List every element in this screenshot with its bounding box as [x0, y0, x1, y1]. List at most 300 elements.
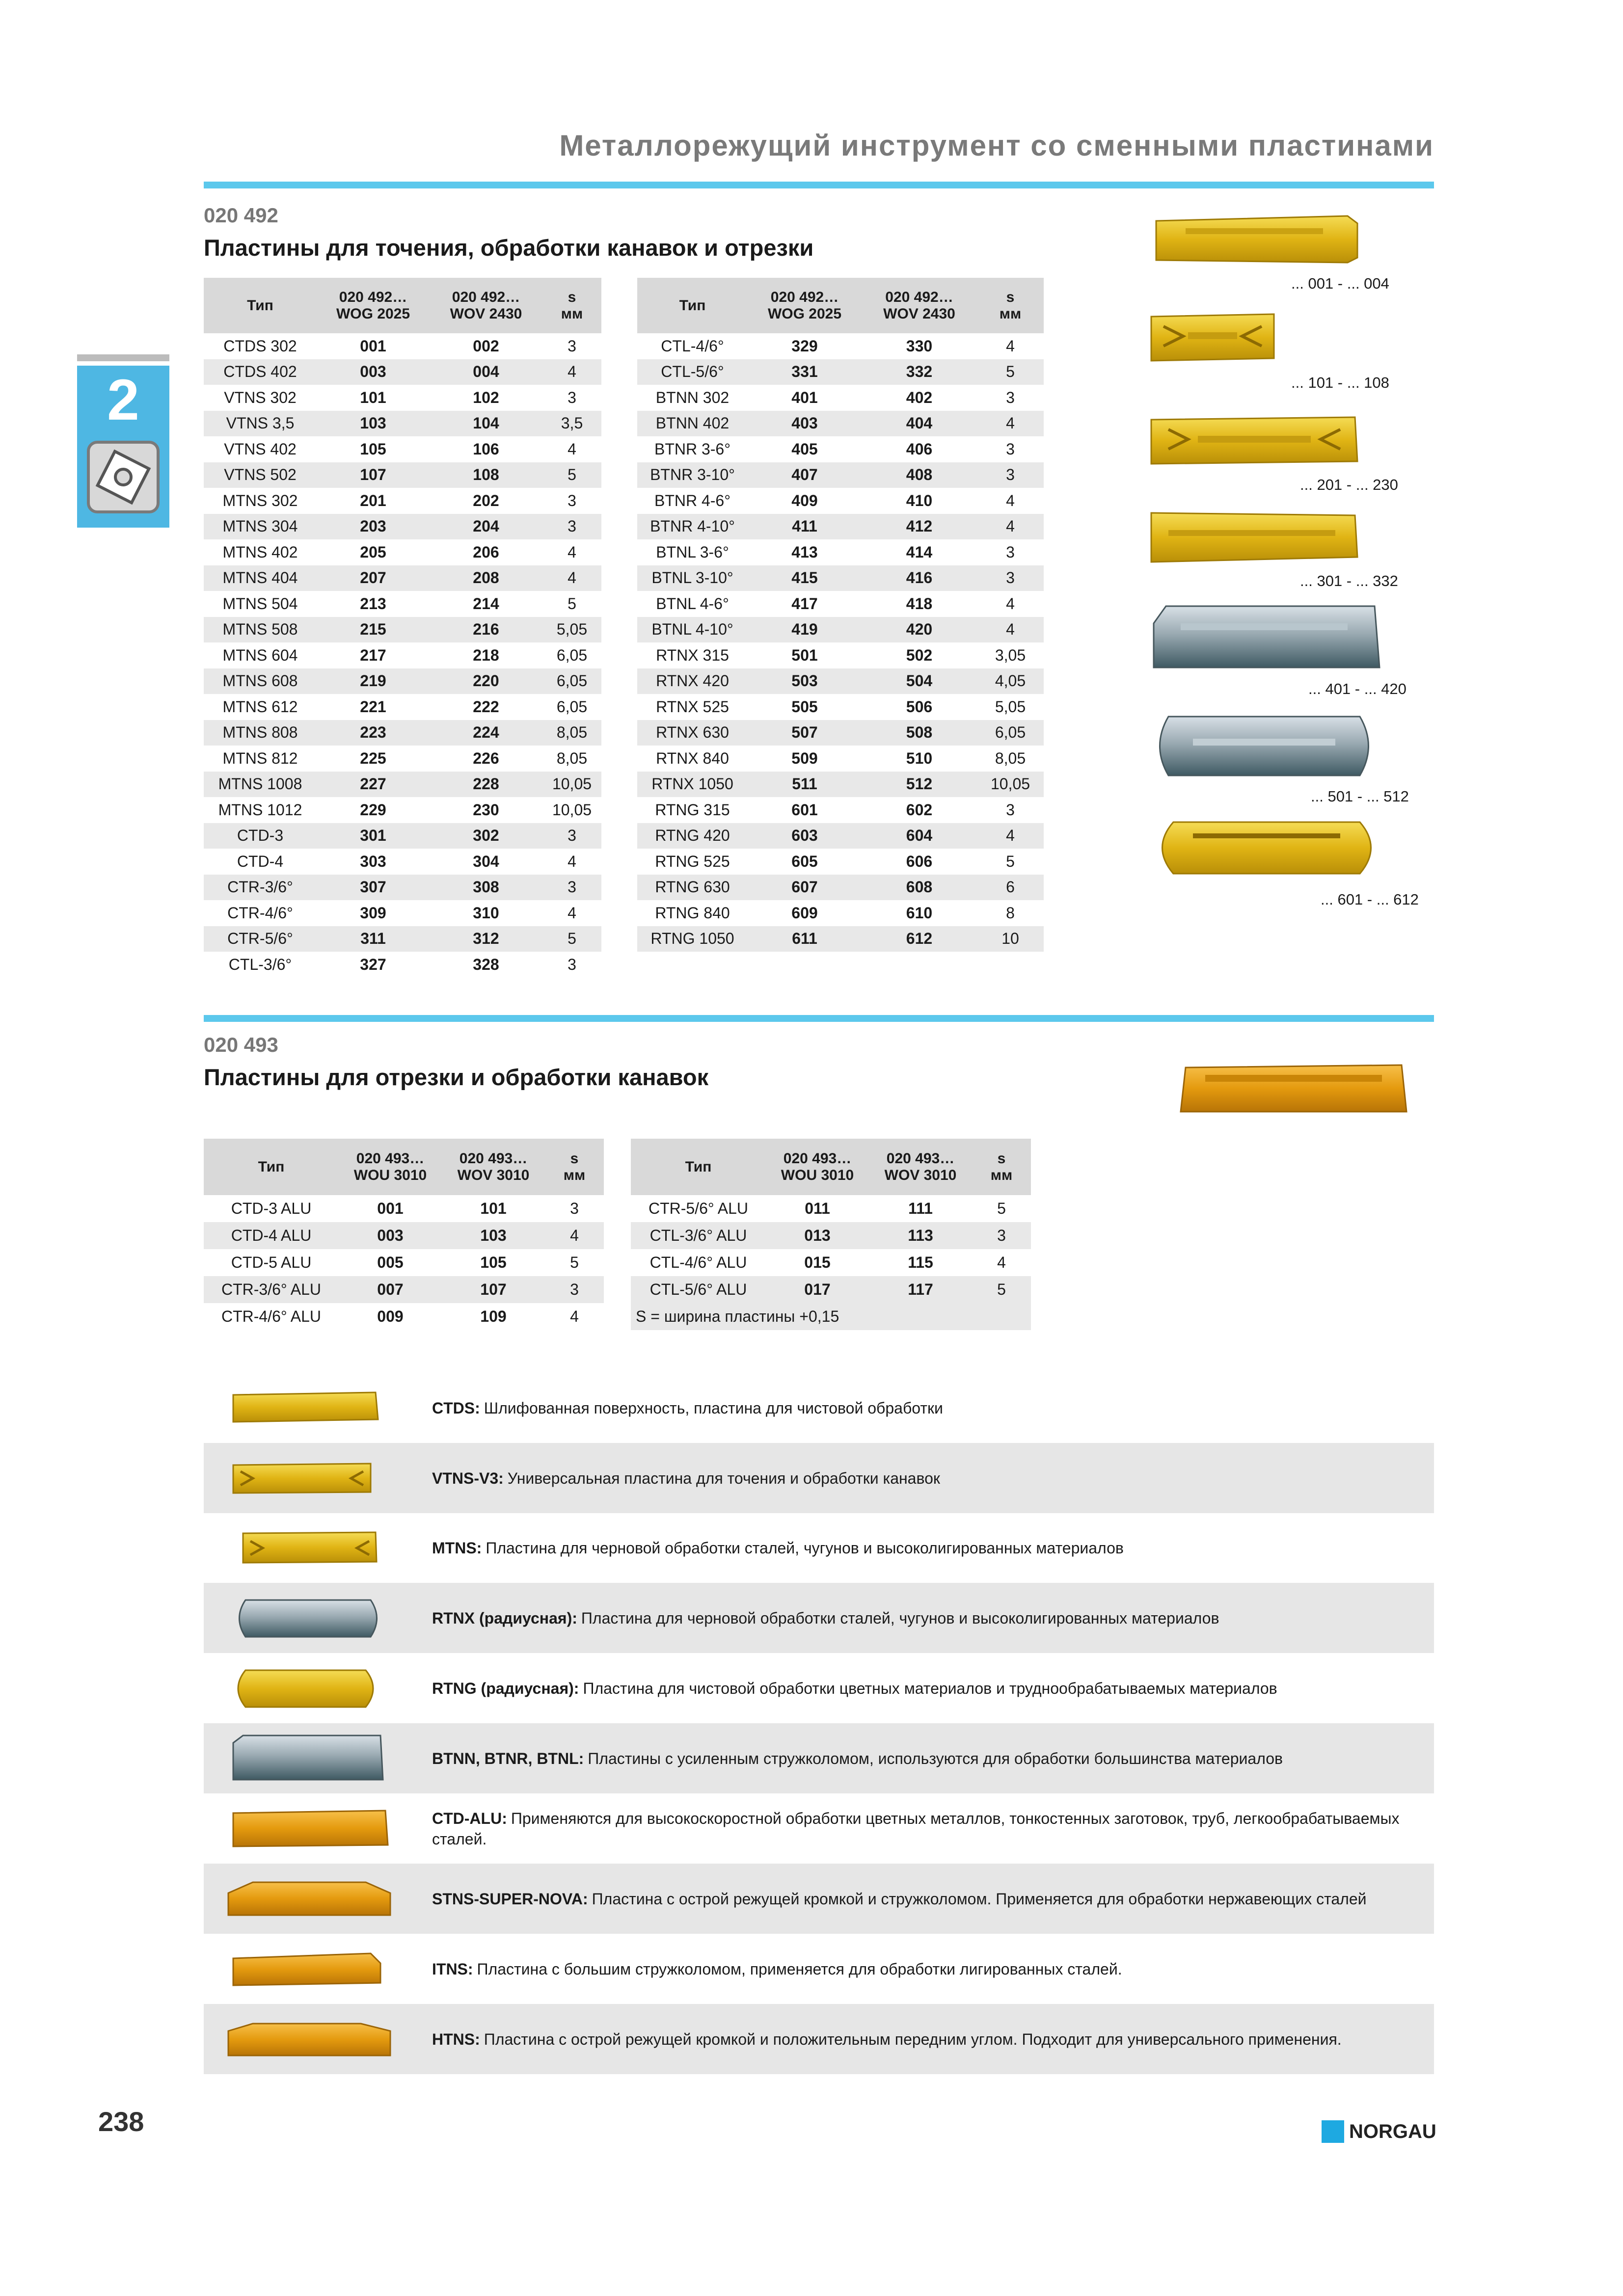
col-header-s: s мм — [977, 278, 1044, 333]
cell-type: VTNS 302 — [224, 388, 297, 406]
cell-article-2: 109 — [480, 1308, 507, 1325]
table-row — [204, 591, 601, 617]
cell-s: 4 — [570, 1308, 579, 1325]
table-row — [637, 797, 1044, 823]
table-row — [204, 1249, 604, 1276]
col-header-wog: 020 492… WOG 2025 — [317, 278, 430, 333]
legend-row — [204, 1793, 1434, 1864]
cell-type: RTNG 315 — [655, 801, 730, 819]
legend-row — [204, 1723, 1434, 1793]
cell-type: RTNG 525 — [655, 852, 730, 870]
cell-article-2: 418 — [906, 594, 933, 613]
legend-description — [432, 1443, 1424, 1513]
section-tab-icon-box — [77, 434, 169, 528]
cell-article-1: 411 — [748, 514, 862, 540]
insert-image-ctd-alu — [1176, 1055, 1411, 1121]
insert-image-rtnx — [1149, 709, 1380, 783]
cell-s: 3 — [545, 1276, 604, 1303]
cell-s: 8,05 — [556, 749, 588, 767]
cell-article-2: 004 — [430, 359, 542, 385]
legend-label: CTD-ALU: — [432, 1809, 507, 1827]
cell-s: 4 — [977, 617, 1044, 643]
section2-table-left — [204, 1139, 604, 1330]
cell-type: CTR-5/6° — [204, 926, 317, 952]
cell-article-1: 223 — [317, 720, 430, 746]
cell-s: 6 — [977, 875, 1044, 901]
cell-article-1: 007 — [339, 1276, 442, 1303]
insert-image-rtnx — [223, 1583, 400, 1653]
section1-code: 020 492 — [204, 204, 278, 227]
col-header-wov: 020 492… WOV 2430 — [430, 278, 542, 333]
cell-type: CTL-4/6° ALU — [649, 1254, 747, 1271]
legend-label: RTNX (радиусная): — [432, 1609, 577, 1627]
cell-article-2: 230 — [473, 801, 499, 819]
cell-article-2: 312 — [430, 926, 542, 952]
table-row — [204, 436, 601, 462]
table-row — [204, 952, 601, 978]
cell-s: 3 — [568, 955, 576, 973]
cell-type: CTD-4 ALU — [204, 1222, 339, 1249]
cell-type: MTNS 508 — [204, 617, 317, 643]
cell-article-2: 510 — [906, 749, 933, 767]
table-row — [637, 436, 1044, 462]
col-header-s: s мм — [972, 1139, 1031, 1195]
cell-article-2: 412 — [862, 514, 977, 540]
cell-s: 3 — [542, 875, 601, 901]
legend-description — [432, 1373, 1424, 1443]
table-row — [204, 1303, 604, 1330]
table-row — [637, 462, 1044, 488]
cell-article-1: 205 — [360, 543, 386, 561]
cell-article-1: 227 — [317, 772, 430, 798]
cell-article-1: 203 — [317, 514, 430, 540]
cell-article-1: 009 — [377, 1308, 404, 1325]
cell-article-1: 101 — [360, 388, 386, 406]
legend-text: Пластина для черновой обработки сталей, чугунов и высоколигированных материалов — [581, 1609, 1219, 1627]
cell-article-2: 101 — [480, 1200, 507, 1217]
cell-article-2: 502 — [906, 646, 933, 664]
cell-article-1: 229 — [360, 801, 386, 819]
legend-label: VTNS-V3: — [432, 1469, 504, 1487]
cell-s: 3 — [1006, 543, 1015, 561]
cell-type: BTNL 4-6° — [656, 594, 729, 613]
cell-type: CTL-4/6° — [661, 337, 724, 355]
cell-type: BTNR 3-6° — [654, 440, 731, 458]
table-row — [204, 772, 601, 798]
page-header-title: Металлорежущий инструмент со сменными пластинами — [559, 129, 1434, 162]
insert-image-vtns — [223, 1443, 400, 1513]
cell-s: 5 — [542, 462, 601, 488]
cell-article-1: 213 — [360, 594, 386, 613]
cell-s: 10,05 — [977, 772, 1044, 798]
legend-row — [204, 1443, 1434, 1513]
col-header-wov: 020 493… WOV 3010 — [869, 1139, 972, 1195]
table-row — [204, 823, 601, 849]
cell-s: 3 — [977, 565, 1044, 591]
cell-article-2: 512 — [862, 772, 977, 798]
col-header-wou: 020 493… WOU 3010 — [766, 1139, 869, 1195]
cell-article-1: 303 — [360, 852, 386, 870]
range-label-4: ... 301 - ... 332 — [1300, 572, 1398, 589]
cell-s: 3,05 — [995, 646, 1026, 664]
legend-row — [204, 1653, 1434, 1723]
cell-article-2: 508 — [862, 720, 977, 746]
cell-s: 5 — [1006, 852, 1015, 870]
col-header-wov: 020 492… WOV 2430 — [862, 278, 977, 333]
cell-type: CTR-3/6° ALU — [204, 1276, 339, 1303]
cell-type: RTNX 630 — [637, 720, 748, 746]
cell-article-1: 503 — [748, 668, 862, 694]
table-row — [204, 1276, 604, 1303]
table-row — [204, 1222, 604, 1249]
table-row — [637, 772, 1044, 798]
cell-s: 4 — [977, 514, 1044, 540]
cell-s: 3 — [568, 337, 576, 355]
col-header-type: Тип — [631, 1139, 766, 1195]
cell-article-2: 002 — [473, 337, 499, 355]
cell-s: 4 — [545, 1222, 604, 1249]
cell-article-1: 505 — [791, 697, 818, 716]
legend-text: Пластина с острой режущей кромкой и стружколомом. Применяется для обработки нержавеющих сталей — [592, 1890, 1367, 1908]
cell-type: CTR-5/6° ALU — [648, 1200, 749, 1217]
table-row — [637, 900, 1044, 926]
cell-article-2: 117 — [869, 1276, 972, 1303]
cell-article-2: 406 — [906, 440, 933, 458]
legend-label: HTNS: — [432, 2030, 480, 2048]
cell-article-1: 405 — [791, 440, 818, 458]
legend-description — [432, 1513, 1424, 1583]
table-row — [204, 333, 601, 359]
cell-article-2: 226 — [473, 749, 499, 767]
col-header-wou: 020 493… WOU 3010 — [339, 1139, 442, 1195]
cell-s: 3 — [568, 388, 576, 406]
cell-article-2: 604 — [862, 823, 977, 849]
cell-type: CTD-3 — [204, 823, 317, 849]
cell-article-2: 304 — [473, 852, 499, 870]
cell-article-1: 413 — [791, 543, 818, 561]
cell-type: MTNS 808 — [204, 720, 317, 746]
cell-s: 3 — [568, 491, 576, 509]
legend-row — [204, 1513, 1434, 1583]
insert-image-ctds — [223, 1373, 400, 1443]
cell-article-1: 327 — [360, 955, 386, 973]
legend-label: STNS-SUPER-NOVA: — [432, 1890, 588, 1908]
legend-text: Шлифованная поверхность, пластина для чистовой обработки — [484, 1399, 943, 1417]
legend-text: Универсальная пластина для точения и обработки канавок — [507, 1469, 940, 1487]
table-row — [637, 514, 1044, 540]
insert-image-rtng — [223, 1653, 400, 1723]
cell-article-1: 419 — [748, 617, 862, 643]
range-label-2: ... 101 - ... 108 — [1291, 374, 1389, 391]
cell-article-2: 602 — [906, 801, 933, 819]
cell-article-1: 501 — [791, 646, 818, 664]
cell-article-2: 228 — [430, 772, 542, 798]
cell-article-1: 005 — [377, 1254, 404, 1271]
cell-s: 6,05 — [542, 668, 601, 694]
cell-type: CTR-3/6° — [204, 875, 317, 901]
cell-type: MTNS 1008 — [204, 772, 317, 798]
cell-s: 8,05 — [542, 720, 601, 746]
table-row — [637, 359, 1044, 385]
cell-s: 4 — [977, 823, 1044, 849]
table-row — [637, 411, 1044, 437]
cell-article-1: 601 — [791, 801, 818, 819]
cell-article-1: 219 — [317, 668, 430, 694]
cell-type: CTD-5 ALU — [231, 1254, 312, 1271]
table-row — [637, 642, 1044, 668]
page-number: 238 — [98, 2106, 144, 2137]
insert-image-ctd — [1149, 508, 1360, 564]
cell-article-1: 221 — [360, 697, 386, 716]
cell-article-2: 104 — [430, 411, 542, 437]
table-row — [204, 797, 601, 823]
cell-article-1: 105 — [360, 440, 386, 458]
cell-article-2: 610 — [906, 904, 933, 922]
legend-text: Пластины с усиленным стружколомом, используются для обработки большинства материалов — [588, 1749, 1283, 1767]
cell-type: CTR-4/6° — [227, 904, 293, 922]
cell-article-1: 407 — [748, 462, 862, 488]
cell-article-2: 102 — [473, 388, 499, 406]
cell-s: 3 — [542, 823, 601, 849]
cell-type: BTNL 4-10° — [637, 617, 748, 643]
cell-type: RTNG 840 — [655, 904, 730, 922]
table-row — [637, 385, 1044, 411]
table-row — [631, 1276, 1031, 1303]
cell-type: MTNS 1012 — [218, 801, 302, 819]
cell-type: BTNL 3-6° — [656, 543, 729, 561]
cell-article-2: 612 — [862, 926, 977, 952]
cell-article-2: 220 — [430, 668, 542, 694]
legend-text: Пластина с острой режущей кромкой и положительным передним углом. Подходит для универсального применения. — [484, 2030, 1342, 2048]
brand-logo-square — [1322, 2120, 1344, 2143]
table-row — [204, 565, 601, 591]
table-row — [204, 746, 601, 772]
cell-article-2: 111 — [908, 1200, 933, 1217]
table-row — [204, 668, 601, 694]
cell-type: BTNR 3-10° — [637, 462, 748, 488]
cell-type: RTNG 420 — [637, 823, 748, 849]
table-row — [204, 900, 601, 926]
col-header-type: Тип — [204, 278, 317, 333]
cell-article-1: 011 — [805, 1200, 830, 1217]
cell-article-2: 408 — [862, 462, 977, 488]
table-row — [204, 359, 601, 385]
legend-description — [432, 1934, 1424, 2004]
cell-s: 8,05 — [995, 749, 1026, 767]
cell-article-1: 225 — [360, 749, 386, 767]
cell-article-2: 105 — [480, 1254, 507, 1271]
cell-article-1: 415 — [748, 565, 862, 591]
cell-type: BTNR 4-10° — [637, 514, 748, 540]
table-row — [204, 539, 601, 565]
cell-s: 4 — [568, 852, 576, 870]
col-header-type: Тип — [637, 278, 748, 333]
cell-article-1: 201 — [360, 491, 386, 509]
table-row — [637, 823, 1044, 849]
cell-s: 5 — [542, 926, 601, 952]
cell-article-2: 204 — [430, 514, 542, 540]
cell-type: VTNS 502 — [204, 462, 317, 488]
cell-type: BTNN 302 — [655, 388, 730, 406]
cell-article-1: 307 — [317, 875, 430, 901]
table-row — [637, 849, 1044, 875]
cell-s: 5 — [570, 1254, 579, 1271]
range-label-5: ... 401 - ... 420 — [1308, 680, 1407, 697]
cell-article-2: 608 — [862, 875, 977, 901]
table-row — [204, 694, 601, 720]
insert-image-btn — [223, 1723, 400, 1793]
table-row — [637, 539, 1044, 565]
cell-article-2: 216 — [430, 617, 542, 643]
cell-type: CTDS 302 — [223, 337, 297, 355]
legend-label: BTNN, BTNR, BTNL: — [432, 1749, 584, 1767]
cell-article-1: 003 — [339, 1222, 442, 1249]
table-row — [637, 694, 1044, 720]
cell-s: 6,05 — [556, 697, 588, 716]
legend-row — [204, 1583, 1434, 1653]
cell-s: 4 — [542, 565, 601, 591]
legend-description — [432, 1864, 1424, 1934]
cell-article-2: 107 — [442, 1276, 545, 1303]
cell-type: CTD-3 ALU — [231, 1200, 312, 1217]
section1-table-right — [637, 278, 1044, 952]
table-row — [204, 411, 601, 437]
cell-s: 3 — [542, 514, 601, 540]
table-row — [204, 926, 601, 952]
cell-s: 5 — [568, 594, 576, 613]
cell-article-2: 410 — [906, 491, 933, 509]
width-note: S = ширина пластины +0,15 — [636, 1308, 839, 1325]
section2-title: Пластины для отрезки и обработки канавок — [204, 1064, 709, 1090]
cell-article-1: 301 — [317, 823, 430, 849]
cell-article-1: 017 — [766, 1276, 869, 1303]
cell-article-2: 113 — [869, 1222, 972, 1249]
table-row — [204, 462, 601, 488]
cell-type: VTNS 3,5 — [204, 411, 317, 437]
insert-image-btn — [1151, 604, 1382, 672]
cell-type: RTNX 525 — [656, 697, 729, 716]
legend-description — [432, 1723, 1424, 1793]
cell-type: RTNX 315 — [656, 646, 729, 664]
table-row — [637, 488, 1044, 514]
cell-type: MTNS 304 — [204, 514, 317, 540]
insert-image-mtns — [1149, 412, 1360, 466]
cell-s: 5 — [972, 1276, 1031, 1303]
cell-type: CTD-4 — [237, 852, 284, 870]
table-row — [637, 668, 1044, 694]
legend-description — [432, 2004, 1424, 2074]
table-row — [637, 720, 1044, 746]
cell-s: 4 — [1006, 491, 1015, 509]
cell-s: 4 — [568, 904, 576, 922]
cell-type: CTL-5/6° — [637, 359, 748, 385]
cell-article-2: 218 — [473, 646, 499, 664]
legend-description — [432, 1653, 1424, 1723]
cell-type: CTL-3/6° ALU — [631, 1222, 766, 1249]
cell-type: BTNL 3-10° — [637, 565, 748, 591]
cell-s: 3 — [972, 1222, 1031, 1249]
cell-article-2: 420 — [862, 617, 977, 643]
table-row — [637, 746, 1044, 772]
section2-code: 020 493 — [204, 1033, 278, 1056]
legend-label: RTNG (радиусная): — [432, 1679, 579, 1697]
cell-type: VTNS 402 — [224, 440, 297, 458]
legend-description — [432, 1793, 1424, 1864]
cell-type: MTNS 302 — [222, 491, 298, 509]
cell-article-1: 311 — [317, 926, 430, 952]
cell-article-2: 224 — [430, 720, 542, 746]
table-row — [637, 926, 1044, 952]
cell-type: BTNR 4-6° — [654, 491, 731, 509]
table-row — [637, 333, 1044, 359]
cell-s: 3 — [1006, 801, 1015, 819]
cell-type: CTL-3/6° — [228, 955, 292, 973]
cell-type: MTNS 404 — [204, 565, 317, 591]
cell-article-1: 403 — [748, 411, 862, 437]
section1-table-left — [204, 278, 601, 978]
cell-article-1: 331 — [748, 359, 862, 385]
cell-article-1: 107 — [317, 462, 430, 488]
legend-text: Пластина для черновой обработки сталей, чугунов и высоколигированных материалов — [486, 1539, 1124, 1557]
table-row — [631, 1249, 1031, 1276]
insert-image-vtns — [1149, 307, 1276, 366]
cell-s: 4,05 — [977, 668, 1044, 694]
cell-article-1: 003 — [317, 359, 430, 385]
cell-article-2: 504 — [862, 668, 977, 694]
cell-s: 5,05 — [995, 697, 1026, 716]
cell-article-1: 015 — [804, 1254, 831, 1271]
cell-article-2: 402 — [906, 388, 933, 406]
insert-image-htns — [223, 2004, 400, 2074]
table-row — [631, 1195, 1031, 1222]
table-row — [631, 1222, 1031, 1249]
brand-name: NORGAU — [1349, 2121, 1436, 2142]
table-row — [204, 849, 601, 875]
cell-s: 10 — [977, 926, 1044, 952]
cell-article-2: 214 — [473, 594, 499, 613]
cell-article-1: 417 — [791, 594, 818, 613]
legend-text: Пластина для чистовой обработки цветных материалов и труднообрабатываемых материалов — [583, 1679, 1277, 1697]
range-label-7: ... 601 - ... 612 — [1321, 891, 1419, 908]
cell-article-1: 329 — [791, 337, 818, 355]
cell-article-1: 607 — [748, 875, 862, 901]
insert-image-ctds — [1151, 211, 1362, 267]
range-label-1: ... 001 - ... 004 — [1291, 275, 1389, 292]
cell-s: 4 — [997, 1254, 1006, 1271]
cell-article-2: 302 — [430, 823, 542, 849]
cell-s: 4 — [542, 359, 601, 385]
legend-label: CTDS: — [432, 1399, 480, 1417]
cell-type: MTNS 504 — [222, 594, 298, 613]
cell-type: BTNN 402 — [637, 411, 748, 437]
cell-s: 5,05 — [542, 617, 601, 643]
cell-article-2: 103 — [442, 1222, 545, 1249]
cell-type: MTNS 402 — [222, 543, 298, 561]
table-row — [204, 642, 601, 668]
cell-article-1: 217 — [360, 646, 386, 664]
legend-text: Пластина с большим стружколомом, применяется для обработки лигированных сталей. — [477, 1960, 1122, 1978]
cell-article-2: 414 — [906, 543, 933, 561]
range-label-3: ... 201 - ... 230 — [1300, 476, 1398, 493]
legend-text: Применяются для высокоскоростной обработки цветных металлов, тонкостенных заготовок, труб, легкообрабатываемых сталей. — [432, 1809, 1400, 1848]
insert-image-mtns — [223, 1513, 400, 1583]
cell-s: 6,05 — [556, 646, 588, 664]
insert-image-rtng — [1149, 815, 1384, 881]
cell-article-2: 202 — [473, 491, 499, 509]
cell-article-2: 332 — [862, 359, 977, 385]
cell-article-1: 013 — [766, 1222, 869, 1249]
legend-label: ITNS: — [432, 1960, 473, 1978]
